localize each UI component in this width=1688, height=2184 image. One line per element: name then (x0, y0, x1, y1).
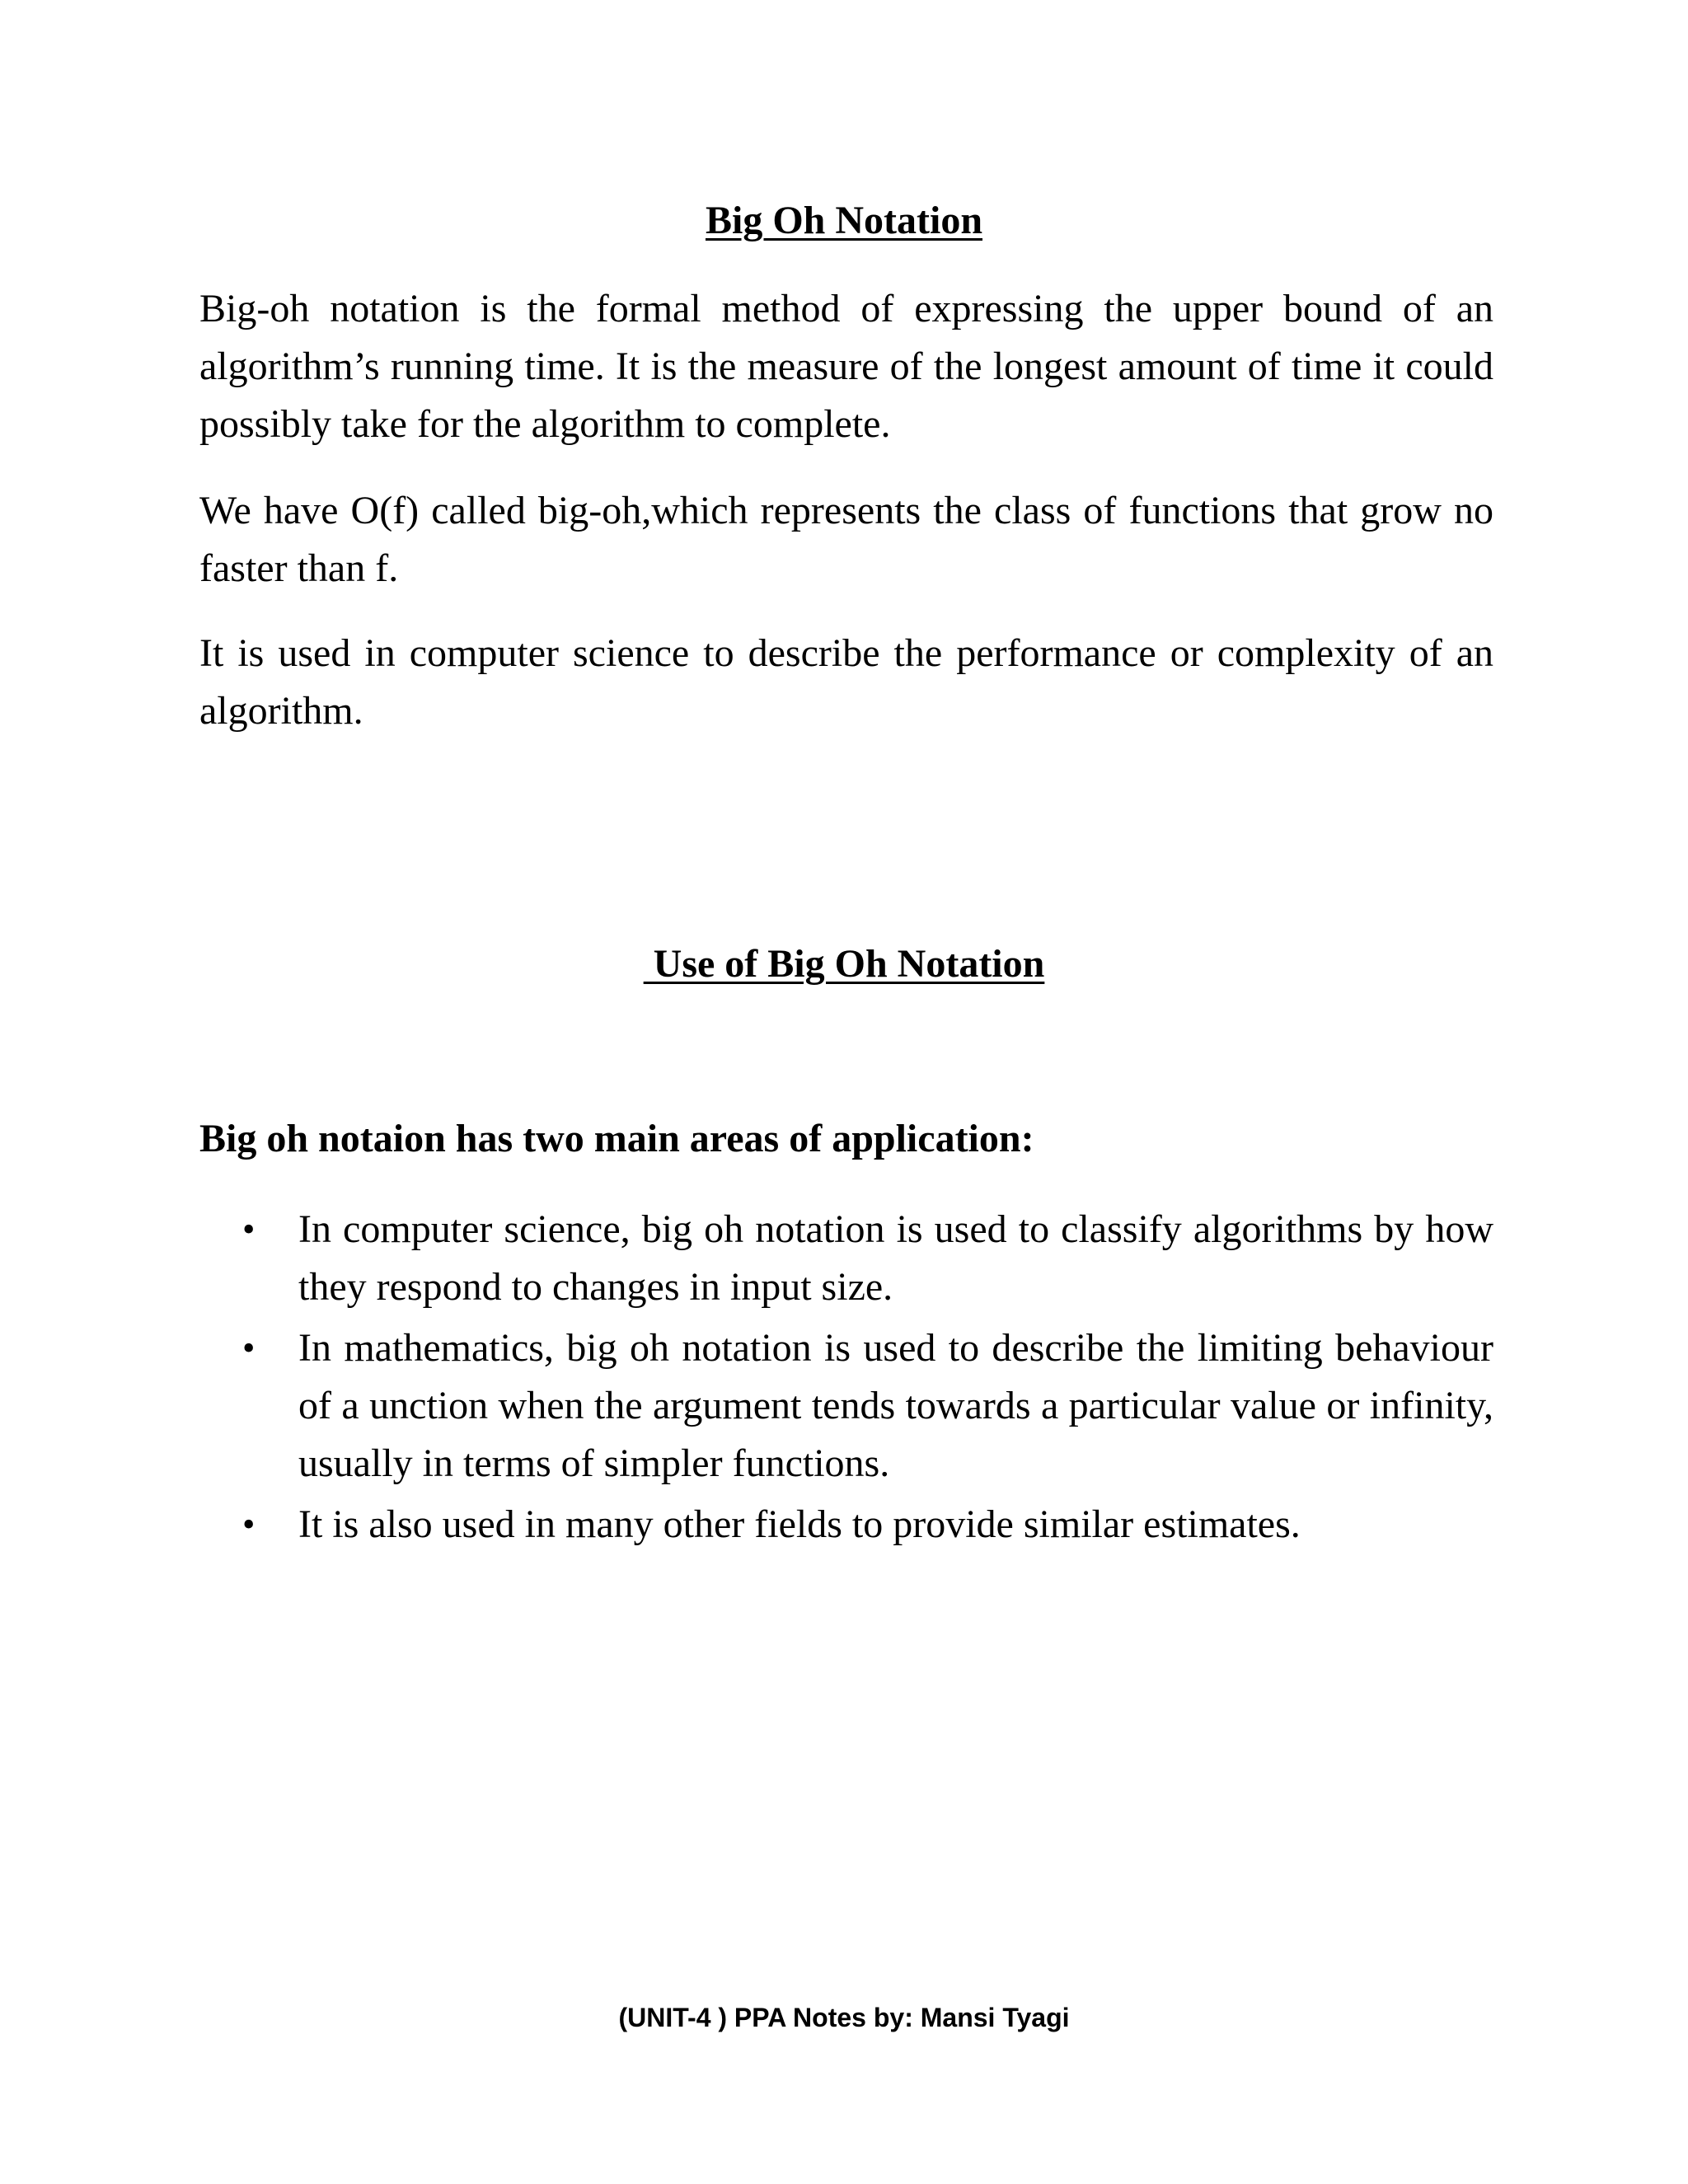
section-title-text: Use of Big Oh Notation (643, 942, 1045, 986)
bullet-icon: • (242, 1209, 256, 1249)
paragraph-definition: Big-oh notation is the formal method of expressing the upper bound of an algorithm’s running time. It is the measure of the longest amount of time it could possibly take for the algorithm to complete. (199, 287, 1493, 446)
list-item (199, 1201, 1493, 1316)
section-title-text: Big Oh Notation (705, 199, 983, 242)
bullet-list (199, 1201, 1493, 1557)
page-footer: (UNIT-4 ) PPA Notes by: Mansi Tyagi (618, 2003, 1070, 2032)
section-title-big-oh-notation (0, 196, 1688, 246)
paragraph-usage: It is used in computer science to describe the performance or complexity of an algorithm. (199, 631, 1493, 733)
list-item-text: It is also used in many other fields to provide similar estimates. (298, 1502, 1301, 1546)
section-title-use-of-big-oh (0, 940, 1688, 989)
bullet-icon: • (242, 1504, 256, 1544)
subheading-application-areas: Big oh notaion has two main areas of application: (199, 1117, 1034, 1160)
list-item-text: In computer science, big oh notation is used to classify algorithms by how they respond to changes in input size. (298, 1207, 1493, 1309)
list-item (199, 1496, 1493, 1554)
paragraph-class-of-functions: We have O(f) called big-oh,which represents the class of functions that grow no faster than f. (199, 489, 1493, 590)
bullet-icon: • (242, 1328, 256, 1368)
list-item-text: In mathematics, big oh notation is used to describe the limiting behaviour of a unction when the argument tends towards a particular value or infinity, usually in terms of simpler functions. (298, 1326, 1493, 1485)
list-item (199, 1319, 1493, 1493)
